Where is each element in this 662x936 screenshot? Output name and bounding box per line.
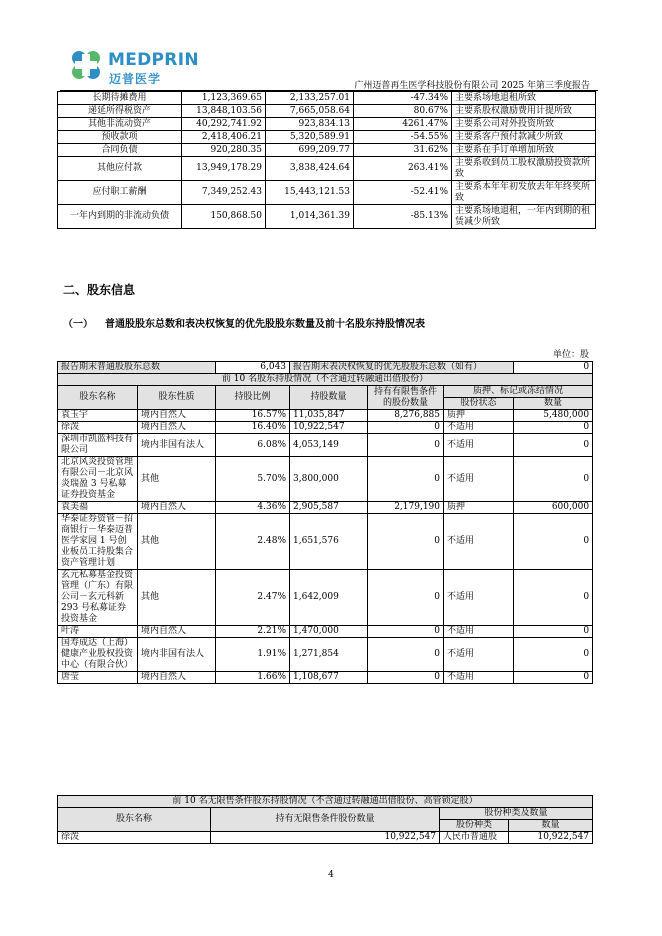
shareholder-qty: 1,108,677 <box>290 672 368 684</box>
change-cell: 263.41% <box>354 157 452 181</box>
top10-unrestricted-shareholders-table <box>57 795 593 844</box>
header-pledge-qty: 数量 <box>514 398 593 410</box>
current-cell: 7,349,252.43 <box>182 181 266 205</box>
pledge-qty: 0 <box>514 672 593 684</box>
reason-cell: 主要系场地退租，一年内到期的租赁减少所致 <box>452 205 596 229</box>
shareholder-restricted: 0 <box>368 422 444 434</box>
page-number: 4 <box>328 870 334 880</box>
shareholder-restricted: 0 <box>368 626 444 638</box>
current-cell: 13,949,178.29 <box>182 157 266 181</box>
company-logo <box>66 46 199 86</box>
shareholder-name: 深圳市凯蓝科技有限公司 <box>58 434 138 457</box>
pledge-qty: 0 <box>514 570 593 626</box>
subsection-title <box>63 315 425 330</box>
shareholder-ratio: 6.08% <box>216 434 290 457</box>
item-cell: 合同负债 <box>58 144 182 157</box>
subsection-number: （一） <box>63 319 93 330</box>
current-cell: 1,123,369.65 <box>182 92 266 105</box>
shareholder-nature: 境内非国有法人 <box>138 434 216 457</box>
header-row <box>58 386 593 398</box>
preferred-shareholders-value: 0 <box>514 362 593 374</box>
item-cell: 应付职工薪酬 <box>58 181 182 205</box>
change-cell: -54.55% <box>354 131 452 144</box>
report-header-title: 广州迈普再生医学科技股份有限公司 2025 年第三季度报告 <box>354 81 590 91</box>
pledge-qty: 5,480,000 <box>514 410 593 422</box>
previous-cell: 7,665,058.64 <box>266 105 354 118</box>
header-ratio: 持股比例 <box>216 386 290 410</box>
shareholder-ratio: 5.70% <box>216 457 290 502</box>
medprin-cross-logo-icon <box>66 46 106 86</box>
table-row <box>58 638 593 672</box>
section-title: 二、股东信息 <box>63 283 136 297</box>
previous-cell: 2,133,257.01 <box>266 92 354 105</box>
table-row <box>58 157 596 181</box>
table-row <box>58 205 596 229</box>
shareholder-name: 北京风炎投资管理有限公司－北京风炎瑞盈 3 号私募证券投资基金 <box>58 457 138 502</box>
item-cell: 其他应付款 <box>58 157 182 181</box>
previous-cell: 1,014,361.39 <box>266 205 354 229</box>
shareholder-ratio: 16.40% <box>216 422 290 434</box>
reason-cell: 主要系在手订单增加所致 <box>452 144 596 157</box>
table-caption-row <box>58 796 593 808</box>
table-row <box>58 434 593 457</box>
change-cell: 31.62% <box>354 144 452 157</box>
table-row <box>58 570 593 626</box>
shareholder-qty: 10,922,547 <box>290 422 368 434</box>
pledge-qty: 0 <box>514 434 593 457</box>
pledge-status: 质押 <box>444 410 514 422</box>
shareholder-restricted: 2,179,190 <box>368 502 444 514</box>
header-name: 股东名称 <box>58 386 138 410</box>
table-row <box>58 672 593 684</box>
shareholder-name: 叶涛 <box>58 626 138 638</box>
header-pledge-status: 股份状态 <box>444 398 514 410</box>
previous-cell: 699,209.77 <box>266 144 354 157</box>
shareholder-qty: 1,642,009 <box>290 570 368 626</box>
previous-cell: 15,443,121.53 <box>266 181 354 205</box>
change-cell: -52.41% <box>354 181 452 205</box>
pledge-status: 不适用 <box>444 422 514 434</box>
shareholder-ratio: 1.91% <box>216 638 290 672</box>
table-row <box>58 144 596 157</box>
shareholder-nature: 其他 <box>138 514 216 570</box>
shareholder-qty: 1,271,854 <box>290 638 368 672</box>
pledge-qty: 600,000 <box>514 502 593 514</box>
shareholder-nature: 境内自然人 <box>138 672 216 684</box>
shareholder-restricted: 0 <box>368 672 444 684</box>
header-kind-group: 股份种类及数量 <box>440 808 593 820</box>
summary-row <box>58 362 593 374</box>
current-cell: 920,280.35 <box>182 144 266 157</box>
shareholder-restricted: 0 <box>368 434 444 457</box>
table-caption-row <box>58 374 593 386</box>
shareholder-qty: 11,035,847 <box>290 410 368 422</box>
share-kind: 人民币普通股 <box>440 832 509 844</box>
item-cell: 其他非流动资产 <box>58 118 182 131</box>
reason-cell: 主要系公司对外投资所致 <box>452 118 596 131</box>
header-row <box>58 808 593 820</box>
table-row <box>58 118 596 131</box>
shareholder-nature: 境内自然人 <box>138 410 216 422</box>
pledge-qty: 0 <box>514 638 593 672</box>
change-cell: -85.13% <box>354 205 452 229</box>
unit-label: 单位：股 <box>552 350 589 360</box>
table-row <box>58 514 593 570</box>
shareholder-nature: 其他 <box>138 457 216 502</box>
shareholder-restricted: 0 <box>368 638 444 672</box>
header-kind-qty: 数量 <box>509 820 593 832</box>
change-cell: 4261.47% <box>354 118 452 131</box>
pledge-status: 不适用 <box>444 457 514 502</box>
table-row <box>58 422 593 434</box>
pledge-qty: 0 <box>514 457 593 502</box>
table-row <box>58 832 593 844</box>
balance-change-table <box>57 91 596 229</box>
pledge-status: 不适用 <box>444 570 514 626</box>
shareholder-restricted: 8,276,885 <box>368 410 444 422</box>
previous-cell: 5,320,589.91 <box>266 131 354 144</box>
table-row <box>58 131 596 144</box>
header-unrestricted-qty: 持有无限售条件股份数量 <box>211 808 440 832</box>
shareholder-restricted: 0 <box>368 514 444 570</box>
shareholder-qty: 4,053,149 <box>290 434 368 457</box>
header-kind: 股份种类 <box>440 820 509 832</box>
header-nature: 股东性质 <box>138 386 216 410</box>
pledge-status: 不适用 <box>444 514 514 570</box>
total-shareholders-label: 报告期末普通股股东总数 <box>58 362 216 374</box>
shareholder-ratio: 16.57% <box>216 410 290 422</box>
shareholder-nature: 境内自然人 <box>138 422 216 434</box>
shareholder-qty: 1,651,576 <box>290 514 368 570</box>
table-row <box>58 457 593 502</box>
reason-cell: 主要系场地退租所致 <box>452 92 596 105</box>
total-shareholders-value: 6,043 <box>216 362 290 374</box>
shareholder-restricted: 0 <box>368 457 444 502</box>
pledge-status: 不适用 <box>444 672 514 684</box>
top10-title: 前 10 名股东持股情况（不含通过转融通出借股份） <box>58 374 593 386</box>
shareholder-name: 袁玉宇 <box>58 410 138 422</box>
shareholder-ratio: 2.21% <box>216 626 290 638</box>
top10-shareholders-table <box>57 361 593 684</box>
unrestricted-title: 前 10 名无限售条件股东持股情况（不含通过转融通出借股份、高管锁定股） <box>58 796 593 808</box>
current-cell: 13,848,103.56 <box>182 105 266 118</box>
shareholder-nature: 境内自然人 <box>138 502 216 514</box>
pledge-status: 不适用 <box>444 638 514 672</box>
shareholder-nature: 其他 <box>138 570 216 626</box>
shareholder-ratio: 4.36% <box>216 502 290 514</box>
reason-cell: 主要系本年年初发放去年年终奖所致 <box>452 181 596 205</box>
item-cell: 递延所得税资产 <box>58 105 182 118</box>
header-pledge: 质押、标记或冻结情况 <box>444 386 593 398</box>
shareholder-ratio: 1.66% <box>216 672 290 684</box>
pledge-status: 质押 <box>444 502 514 514</box>
share-kind-qty: 10,922,547 <box>509 832 593 844</box>
preferred-shareholders-label: 报告期末表决权恢复的优先股股东总数（如有） <box>290 362 514 374</box>
shareholder-restricted: 0 <box>368 570 444 626</box>
change-cell: 80.67% <box>354 105 452 118</box>
table-row <box>58 92 596 105</box>
shareholder-nature: 境内自然人 <box>138 626 216 638</box>
item-cell: 预收款项 <box>58 131 182 144</box>
unrestricted-qty: 10,922,547 <box>211 832 440 844</box>
current-cell: 2,418,406.21 <box>182 131 266 144</box>
logo-chinese-name: 迈普医学 <box>109 72 162 86</box>
shareholder-ratio: 2.47% <box>216 570 290 626</box>
current-cell: 150,868.50 <box>182 205 266 229</box>
table-row <box>58 626 593 638</box>
reason-cell: 主要系股权激励费用计提所致 <box>452 105 596 118</box>
shareholder-name: 华泰证券资管－招商银行－华泰迈普医学家园 1 号创业板员工持股集合资产管理计划 <box>58 514 138 570</box>
previous-cell: 3,838,424.64 <box>266 157 354 181</box>
header-restricted: 持有有限售条件的股份数量 <box>368 386 444 410</box>
shareholder-qty: 3,800,000 <box>290 457 368 502</box>
shareholder-name: 唐莹 <box>58 672 138 684</box>
subsection-text: 普通股股东总数和表决权恢复的优先股股东数量及前十名股东持股情况表 <box>105 319 425 330</box>
table-row <box>58 105 596 118</box>
logo-name: MEDPRIN <box>108 50 199 70</box>
shareholder-name: 袁美福 <box>58 502 138 514</box>
item-cell: 一年内到期的非流动负债 <box>58 205 182 229</box>
shareholder-ratio: 2.48% <box>216 514 290 570</box>
pledge-status: 不适用 <box>444 626 514 638</box>
shareholder-name: 徐泼 <box>58 832 211 844</box>
change-cell: -47.34% <box>354 92 452 105</box>
reason-cell: 主要系客户预付款减少所致 <box>452 131 596 144</box>
pledge-qty: 0 <box>514 514 593 570</box>
shareholder-name: 徐泼 <box>58 422 138 434</box>
shareholder-name: 国寿成达（上海）健康产业股权投资中心（有限合伙） <box>58 638 138 672</box>
previous-cell: 923,834.13 <box>266 118 354 131</box>
table-row <box>58 181 596 205</box>
shareholder-nature: 境内非国有法人 <box>138 638 216 672</box>
table-row <box>58 502 593 514</box>
table-row <box>58 410 593 422</box>
item-cell: 长期待摊费用 <box>58 92 182 105</box>
pledge-qty: 0 <box>514 626 593 638</box>
shareholder-qty: 2,905,587 <box>290 502 368 514</box>
pledge-qty: 0 <box>514 422 593 434</box>
header-qty: 持股数量 <box>290 386 368 410</box>
header-name: 股东名称 <box>58 808 211 832</box>
reason-cell: 主要系收到员工股权激励投资款所致 <box>452 157 596 181</box>
shareholder-name: 玄元私募基金投资管理（广东）有限公司－玄元科新 293 号私募证券投资基金 <box>58 570 138 626</box>
current-cell: 40,292,741.92 <box>182 118 266 131</box>
pledge-status: 不适用 <box>444 434 514 457</box>
shareholder-qty: 1,470,000 <box>290 626 368 638</box>
